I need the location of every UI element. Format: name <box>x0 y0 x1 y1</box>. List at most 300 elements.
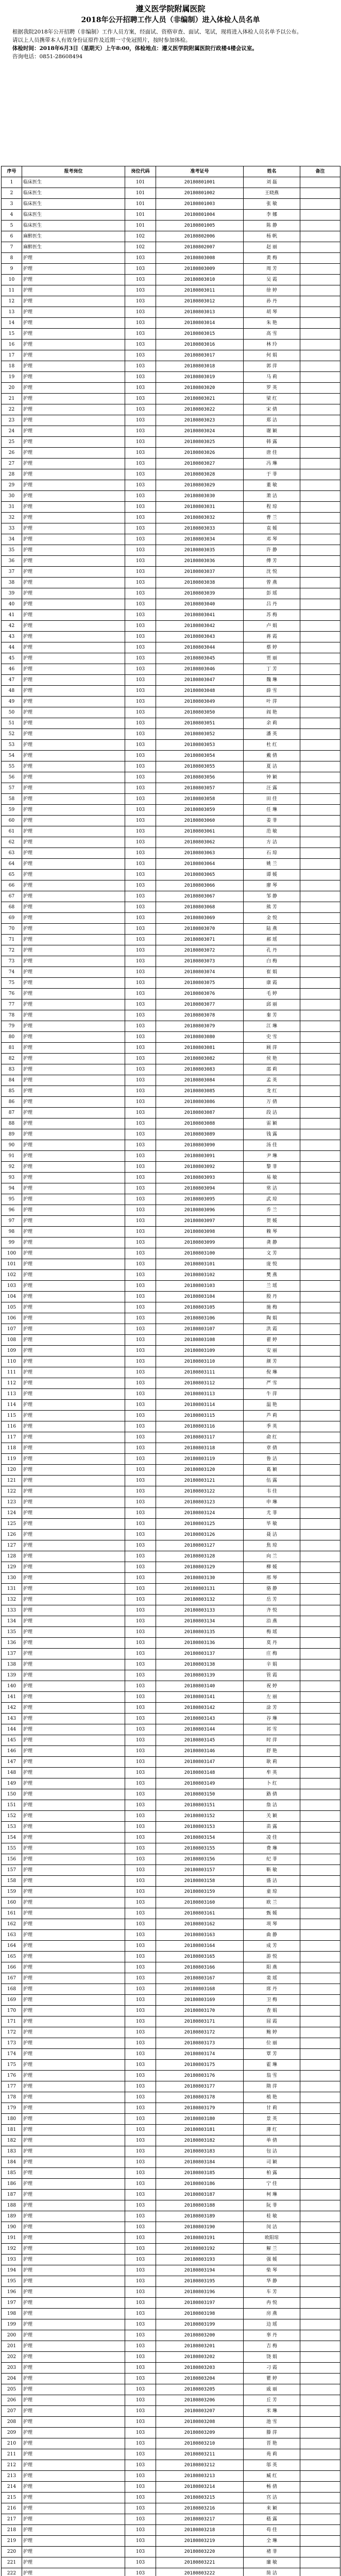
cell-name: 樊 燕 <box>244 1270 300 1281</box>
cell-number: 112 <box>2 1378 22 1389</box>
cell-post: 护理 <box>22 2016 125 2027</box>
cell-post: 护理 <box>22 1259 125 1270</box>
cell-number: 211 <box>2 2449 22 2460</box>
cell-name: 纪 菲 <box>244 1854 300 1865</box>
cell-post-code: 103 <box>125 1411 156 1421</box>
cell-post: 护理 <box>22 1768 125 1778</box>
cell-admission-number: 20180803124 <box>156 1508 244 1519</box>
cell-admission-number: 20180803085 <box>156 1086 244 1097</box>
cell-note <box>300 1313 340 1324</box>
cell-post-code: 103 <box>125 2341 156 2352</box>
cell-post: 护理 <box>22 545 125 556</box>
cell-post: 护理 <box>22 1173 125 1183</box>
cell-note <box>300 599 340 610</box>
cell-number: 83 <box>2 1064 22 1075</box>
cell-post-code: 102 <box>125 231 156 242</box>
cell-name: 董 敏 <box>244 480 300 491</box>
cell-number: 146 <box>2 1746 22 1757</box>
cell-post: 临床医生 <box>22 199 125 210</box>
cell-name: 王晓燕 <box>244 188 300 199</box>
table-row <box>2 2319 340 2330</box>
cell-name: 甘 莉 <box>244 2103 300 2114</box>
cell-number: 57 <box>2 783 22 794</box>
cell-name: 何 娟 <box>244 350 300 361</box>
cell-post-code: 103 <box>125 1032 156 1043</box>
cell-note <box>300 1833 340 1843</box>
table-row <box>2 1151 340 1162</box>
cell-post-code: 103 <box>125 729 156 740</box>
table-row <box>2 2525 340 2536</box>
cell-post-code: 103 <box>125 2330 156 2341</box>
cell-post-code: 103 <box>125 2395 156 2406</box>
cell-post-code: 103 <box>125 2460 156 2471</box>
cell-admission-number: 20180803008 <box>156 253 244 264</box>
cell-post: 护理 <box>22 2482 125 2493</box>
cell-number: 104 <box>2 1292 22 1302</box>
cell-post: 护理 <box>22 1292 125 1302</box>
cell-post: 护理 <box>22 1876 125 1887</box>
cell-note <box>300 1595 340 1605</box>
cell-post: 护理 <box>22 2190 125 2200</box>
cell-number: 7 <box>2 242 22 253</box>
cell-name: 姚 兰 <box>244 859 300 870</box>
table-row <box>2 837 340 848</box>
cell-number: 160 <box>2 1897 22 1908</box>
cell-name: 方 洁 <box>244 837 300 848</box>
cell-number: 209 <box>2 2428 22 2438</box>
table-row <box>2 967 340 978</box>
cell-number: 86 <box>2 1097 22 1108</box>
cell-note <box>300 2536 340 2547</box>
cell-post-code: 103 <box>125 350 156 361</box>
cell-post: 护理 <box>22 1519 125 1530</box>
cell-number: 98 <box>2 1227 22 1238</box>
cell-post: 护理 <box>22 491 125 502</box>
cell-number: 142 <box>2 1703 22 1714</box>
cell-admission-number: 20180803013 <box>156 307 244 318</box>
cell-note <box>300 816 340 826</box>
cell-name: 孟 英 <box>244 1075 300 1086</box>
table-row <box>2 1876 340 1887</box>
cell-note <box>300 1670 340 1681</box>
table-header-row <box>2 166 340 177</box>
cell-note <box>300 1324 340 1335</box>
cell-post: 护理 <box>22 415 125 426</box>
cell-post: 护理 <box>22 1540 125 1551</box>
cell-note <box>300 1800 340 1811</box>
cell-admission-number: 20180803138 <box>156 1659 244 1670</box>
candidate-table <box>1 166 340 2576</box>
cell-post: 护理 <box>22 1530 125 1540</box>
cell-name: 廉 敏 <box>244 2557 300 2568</box>
cell-number: 139 <box>2 1670 22 1681</box>
cell-note <box>300 653 340 664</box>
cell-post-code: 103 <box>125 664 156 675</box>
cell-post-code: 103 <box>125 1519 156 1530</box>
cell-post: 护理 <box>22 1833 125 1843</box>
cell-admission-number: 20180803039 <box>156 588 244 599</box>
table-row <box>2 642 340 653</box>
cell-number: 117 <box>2 1432 22 1443</box>
cell-post-code: 103 <box>125 383 156 394</box>
cell-post: 护理 <box>22 1043 125 1054</box>
cell-number: 55 <box>2 761 22 772</box>
column-header-code: 岗位代码 <box>125 166 156 177</box>
cell-post-code: 103 <box>125 1400 156 1411</box>
cell-number: 218 <box>2 2525 22 2536</box>
cell-note <box>300 1778 340 1789</box>
cell-post: 护理 <box>22 989 125 999</box>
table-row <box>2 231 340 242</box>
cell-number: 99 <box>2 1238 22 1248</box>
cell-post: 护理 <box>22 2298 125 2309</box>
cell-note <box>300 1519 340 1530</box>
cell-admission-number: 20180803022 <box>156 404 244 415</box>
cell-admission-number: 20180803187 <box>156 2190 244 2200</box>
cell-post: 临床医生 <box>22 210 125 221</box>
cell-name: 伍 露 <box>244 1476 300 1486</box>
cell-post: 护理 <box>22 2114 125 2125</box>
cell-post-code: 103 <box>125 642 156 653</box>
cell-admission-number: 20180803028 <box>156 469 244 480</box>
cell-admission-number: 20180803081 <box>156 1043 244 1054</box>
cell-admission-number: 20180803060 <box>156 816 244 826</box>
cell-name: 屈 霞 <box>244 2016 300 2027</box>
cell-post: 护理 <box>22 1357 125 1367</box>
table-row <box>2 1129 340 1140</box>
table-row <box>2 1789 340 1800</box>
cell-number: 194 <box>2 2265 22 2276</box>
cell-admission-number: 20180803159 <box>156 1887 244 1897</box>
cell-name: 管 霞 <box>244 1670 300 1681</box>
cell-note <box>300 578 340 588</box>
cell-name: 蒋 霞 <box>244 632 300 642</box>
cell-admission-number: 20180803221 <box>156 2557 244 2568</box>
table-row <box>2 740 340 751</box>
table-row <box>2 2503 340 2514</box>
cell-admission-number: 20180803082 <box>156 1054 244 1064</box>
cell-admission-number: 20180803189 <box>156 2211 244 2222</box>
table-row <box>2 751 340 761</box>
table-row <box>2 1216 340 1227</box>
cell-note <box>300 642 340 653</box>
cell-post: 护理 <box>22 1378 125 1389</box>
cell-number: 215 <box>2 2493 22 2503</box>
cell-note <box>300 545 340 556</box>
cell-number: 183 <box>2 2146 22 2157</box>
cell-name: 石 琼 <box>244 848 300 859</box>
cell-post: 护理 <box>22 653 125 664</box>
cell-admission-number: 20180803043 <box>156 632 244 642</box>
cell-admission-number: 20180803104 <box>156 1292 244 1302</box>
cell-number: 216 <box>2 2503 22 2514</box>
cell-post: 护理 <box>22 718 125 729</box>
cell-number: 161 <box>2 1908 22 1919</box>
table-row <box>2 2222 340 2233</box>
cell-post-code: 103 <box>125 1724 156 1735</box>
cell-number: 174 <box>2 2049 22 2060</box>
table-row <box>2 1519 340 1530</box>
cell-post: 护理 <box>22 2092 125 2103</box>
cell-number: 87 <box>2 1108 22 1118</box>
cell-post: 护理 <box>22 1432 125 1443</box>
cell-note <box>300 1757 340 1768</box>
cell-admission-number: 20180803169 <box>156 1995 244 2006</box>
cell-note <box>300 1086 340 1097</box>
cell-name: 华 静 <box>244 2276 300 2287</box>
table-row <box>2 826 340 837</box>
cell-name: 马 莉 <box>244 372 300 383</box>
cell-post-code: 103 <box>125 1735 156 1746</box>
cell-post: 护理 <box>22 772 125 783</box>
cell-name: 齐 悦 <box>244 1605 300 1616</box>
cell-post-code: 103 <box>125 1075 156 1086</box>
cell-post: 护理 <box>22 264 125 275</box>
cell-name: 尹 琳 <box>244 1151 300 1162</box>
cell-note <box>300 2103 340 2114</box>
table-row <box>2 513 340 523</box>
cell-post-code: 103 <box>125 2255 156 2265</box>
cell-number: 162 <box>2 1919 22 1930</box>
table-row <box>2 1735 340 1746</box>
cell-note <box>300 2298 340 2309</box>
cell-note <box>300 1486 340 1497</box>
cell-name: 葛 颖 <box>244 1465 300 1476</box>
cell-note <box>300 1465 340 1476</box>
cell-note <box>300 2136 340 2146</box>
cell-number: 21 <box>2 394 22 404</box>
table-row <box>2 307 340 318</box>
table-row <box>2 686 340 697</box>
cell-note <box>300 621 340 632</box>
cell-name: 解 兰 <box>244 2244 300 2255</box>
cell-note <box>300 1768 340 1778</box>
cell-admission-number: 20180803119 <box>156 1454 244 1465</box>
cell-admission-number: 20180803180 <box>156 2114 244 2125</box>
cell-admission-number: 20180803026 <box>156 448 244 459</box>
cell-post: 护理 <box>22 1194 125 1205</box>
table-row <box>2 1897 340 1908</box>
cell-post-code: 103 <box>125 1930 156 1941</box>
cell-post-code: 103 <box>125 826 156 837</box>
cell-name: 郭 萍 <box>244 361 300 372</box>
cell-name: 翟 婷 <box>244 1335 300 1346</box>
cell-admission-number: 20180803019 <box>156 372 244 383</box>
table-row <box>2 1746 340 1757</box>
table-row <box>2 1238 340 1248</box>
cell-admission-number: 20180803140 <box>156 1681 244 1692</box>
cell-post-code: 103 <box>125 1800 156 1811</box>
cell-number: 78 <box>2 1010 22 1021</box>
cell-post: 护理 <box>22 1248 125 1259</box>
cell-name: 温 艳 <box>244 1400 300 1411</box>
cell-admission-number: 20180803058 <box>156 794 244 805</box>
cell-post-code: 103 <box>125 2244 156 2255</box>
cell-note <box>300 1421 340 1432</box>
cell-name: 洪 霞 <box>244 1324 300 1335</box>
table-row <box>2 275 340 285</box>
cell-admission-number: 20180803199 <box>156 2319 244 2330</box>
table-row <box>2 1530 340 1540</box>
cell-post: 护理 <box>22 1670 125 1681</box>
table-row <box>2 2136 340 2146</box>
cell-admission-number: 20180803176 <box>156 2071 244 2081</box>
cell-admission-number: 20180803181 <box>156 2125 244 2136</box>
cell-post-code: 103 <box>125 1952 156 1962</box>
cell-admission-number: 20180801005 <box>156 221 244 231</box>
table-row <box>2 2146 340 2157</box>
cell-number: 120 <box>2 1465 22 1476</box>
cell-name: 卫 梅 <box>244 1995 300 2006</box>
cell-note <box>300 2384 340 2395</box>
table-row <box>2 404 340 415</box>
cell-post: 护理 <box>22 1205 125 1216</box>
cell-admission-number: 20180803067 <box>156 891 244 902</box>
cell-admission-number: 20180803014 <box>156 318 244 329</box>
table-row <box>2 1140 340 1151</box>
table-row <box>2 1800 340 1811</box>
cell-admission-number: 20180803160 <box>156 1897 244 1908</box>
cell-note <box>300 2081 340 2092</box>
cell-name: 袁 媛 <box>244 523 300 534</box>
cell-post: 护理 <box>22 1118 125 1129</box>
cell-number: 213 <box>2 2471 22 2482</box>
cell-name: 施 梅 <box>244 1302 300 1313</box>
cell-name: 焦 琼 <box>244 1540 300 1551</box>
cell-note <box>300 534 340 545</box>
cell-post: 护理 <box>22 1486 125 1497</box>
cell-note <box>300 1346 340 1357</box>
cell-note <box>300 2016 340 2027</box>
cell-note <box>300 2514 340 2525</box>
cell-number: 32 <box>2 513 22 523</box>
cell-name: 季 英 <box>244 1421 300 1432</box>
cell-number: 188 <box>2 2200 22 2211</box>
cell-number: 6 <box>2 231 22 242</box>
cell-note <box>300 491 340 502</box>
cell-note <box>300 686 340 697</box>
table-row <box>2 599 340 610</box>
cell-name: 韦 佳 <box>244 1486 300 1497</box>
table-row <box>2 437 340 448</box>
cell-name: 沿 燕 <box>244 1616 300 1627</box>
cell-post: 护理 <box>22 740 125 751</box>
cell-post-code: 103 <box>125 2222 156 2233</box>
cell-note <box>300 1984 340 1995</box>
cell-post-code: 103 <box>125 751 156 761</box>
cell-admission-number: 20180803016 <box>156 340 244 350</box>
notice-paragraph: 根据我院2018年公开招聘（非编制）工作人员方案，经面试、资格审查、面试、笔试，现将进入体检人员名单予以公布。 <box>12 29 302 35</box>
cell-name: 毛 婷 <box>244 989 300 999</box>
cell-name: 聂 洁 <box>244 1530 300 1540</box>
cell-post-code: 103 <box>125 340 156 350</box>
cell-admission-number: 20180803146 <box>156 1746 244 1757</box>
table-row <box>2 1811 340 1822</box>
cell-post-code: 103 <box>125 621 156 632</box>
cell-admission-number: 20180803125 <box>156 1519 244 1530</box>
table-row <box>2 2200 340 2211</box>
cell-post-code: 103 <box>125 1843 156 1854</box>
cell-note <box>300 2395 340 2406</box>
cell-number: 110 <box>2 1357 22 1367</box>
cell-number: 201 <box>2 2341 22 2352</box>
cell-post: 护理 <box>22 1508 125 1519</box>
cell-number: 19 <box>2 372 22 383</box>
cell-admission-number: 20180803127 <box>156 1540 244 1551</box>
cell-admission-number: 20180803173 <box>156 2038 244 2049</box>
table-row <box>2 1281 340 1292</box>
cell-note <box>300 1681 340 1692</box>
cell-post-code: 103 <box>125 1627 156 1638</box>
cell-post-code: 103 <box>125 1151 156 1162</box>
cell-admission-number: 20180803102 <box>156 1270 244 1281</box>
table-row <box>2 1259 340 1270</box>
cell-post: 护理 <box>22 469 125 480</box>
cell-post-code: 103 <box>125 1324 156 1335</box>
cell-post-code: 103 <box>125 1335 156 1346</box>
cell-number: 196 <box>2 2287 22 2298</box>
table-row <box>2 2190 340 2200</box>
cell-note <box>300 902 340 913</box>
cell-number: 16 <box>2 340 22 350</box>
cell-number: 50 <box>2 707 22 718</box>
table-row <box>2 1270 340 1281</box>
cell-name: 舒 艳 <box>244 1746 300 1757</box>
cell-note <box>300 296 340 307</box>
cell-number: 163 <box>2 1930 22 1941</box>
cell-admission-number: 20180803145 <box>156 1735 244 1746</box>
cell-admission-number: 20180803177 <box>156 2081 244 2092</box>
cell-admission-number: 20180803192 <box>156 2244 244 2255</box>
cell-post-code: 103 <box>125 1789 156 1800</box>
cell-number: 221 <box>2 2557 22 2568</box>
cell-post-code: 103 <box>125 1259 156 1270</box>
table-row <box>2 394 340 404</box>
cell-note <box>300 437 340 448</box>
cell-post-code: 103 <box>125 880 156 891</box>
notice-paragraph: 请以上人员携带本人有效身份证原件及近期一寸免冠照片，按时参加体检。 <box>12 37 191 43</box>
cell-post: 护理 <box>22 664 125 675</box>
cell-post-code: 103 <box>125 2265 156 2276</box>
cell-name: 熊 芳 <box>244 902 300 913</box>
cell-number: 165 <box>2 1952 22 1962</box>
cell-admission-number: 20180803103 <box>156 1281 244 1292</box>
cell-post: 护理 <box>22 361 125 372</box>
cell-name: 凌 佳 <box>244 1833 300 1843</box>
cell-name: 孙 丹 <box>244 296 300 307</box>
cell-post-code: 103 <box>125 686 156 697</box>
cell-post: 护理 <box>22 2125 125 2136</box>
cell-admission-number: 20180803023 <box>156 415 244 426</box>
table-row <box>2 491 340 502</box>
cell-admission-number: 20180803055 <box>156 761 244 772</box>
table-row <box>2 1054 340 1064</box>
cell-post-code: 101 <box>125 199 156 210</box>
cell-post-code: 103 <box>125 2363 156 2374</box>
cell-number: 33 <box>2 523 22 534</box>
cell-admission-number: 20180803033 <box>156 523 244 534</box>
cell-number: 42 <box>2 621 22 632</box>
cell-name: 晋 艳 <box>244 2438 300 2449</box>
table-row <box>2 556 340 567</box>
cell-post: 护理 <box>22 2071 125 2081</box>
cell-number: 89 <box>2 1129 22 1140</box>
table-row <box>2 2179 340 2190</box>
table-row <box>2 1432 340 1443</box>
cell-number: 154 <box>2 1833 22 1843</box>
table-row <box>2 1043 340 1054</box>
cell-note <box>300 945 340 956</box>
